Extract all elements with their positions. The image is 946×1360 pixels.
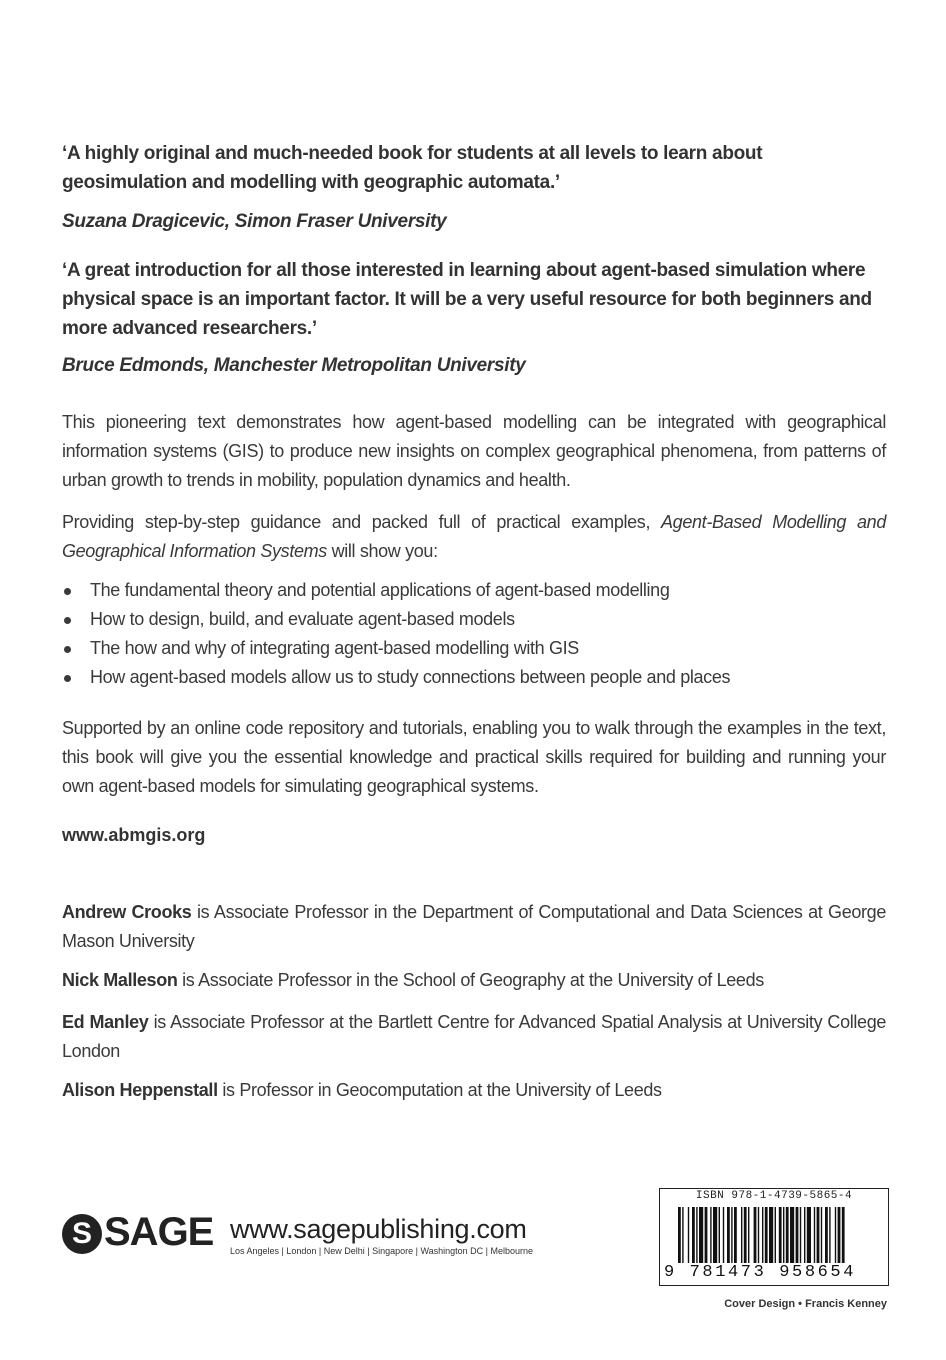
barcode-bar xyxy=(821,1207,822,1263)
barcode-bar xyxy=(786,1207,789,1263)
barcode-bar xyxy=(758,1207,759,1263)
author-description: is Associate Professor in the School of Geography at the University of Leeds xyxy=(177,970,764,990)
publisher-logo xyxy=(62,1212,532,1262)
barcode-bar xyxy=(825,1207,828,1263)
review-attribution-2: Bruce Edmonds, Manchester Metropolitan University xyxy=(62,355,526,376)
paragraph-2-end: will show you: xyxy=(326,541,438,561)
author-bio xyxy=(62,1076,886,1105)
bullet-icon xyxy=(64,675,71,682)
list-item xyxy=(62,605,886,634)
barcode-bar xyxy=(790,1207,794,1263)
barcode-bar xyxy=(817,1207,820,1263)
barcode-bar xyxy=(754,1207,757,1263)
sage-logo-icon: S xyxy=(62,1214,102,1254)
barcode-bar xyxy=(748,1207,749,1263)
bullet-icon xyxy=(64,617,71,624)
author-description: is Associate Professor at the Bartlett Centre for Advanced Spatial Analysis at University College London xyxy=(62,1012,887,1061)
author-name: Andrew Crooks xyxy=(62,902,192,922)
review-quote-2: ‘A great introduction for all those interested in learning about agent-based simulation where physical space is an important factor. It will be a very useful resource for both beginners and more advanced researchers.’ xyxy=(62,260,872,339)
review-quote-1: ‘A highly original and much-needed book for students at all levels to learn about geosimulation and modelling with geographic automata.’ xyxy=(62,143,763,193)
barcode-bar xyxy=(682,1207,683,1263)
description-paragraph-3: Supported by an online code repository and tutorials, enabling you to walk through the examples in the text, this book will give you the essential knowledge and practical skills required for building and running your own agent-based models for simulating geographical systems. xyxy=(62,718,886,796)
isbn-label: ISBN 978-1-4739-5865-4 xyxy=(695,1190,853,1202)
publisher-name: SAGE xyxy=(104,1210,214,1254)
barcode-bar xyxy=(705,1207,708,1263)
barcode-bar xyxy=(829,1207,830,1263)
barcode-bar xyxy=(744,1207,747,1263)
barcode-bar xyxy=(678,1207,681,1263)
barcode-bar xyxy=(762,1207,763,1263)
website-link[interactable]: www.abmgis.org xyxy=(62,825,206,845)
barcode-bar xyxy=(727,1207,730,1263)
barcode-bar xyxy=(741,1207,742,1263)
barcode-bar xyxy=(842,1207,845,1263)
author-bio xyxy=(62,898,886,956)
barcode-bar xyxy=(688,1207,689,1263)
book-title: Agent-Based Modelling and Geographical Information Systems xyxy=(62,512,887,561)
barcode-bar xyxy=(775,1207,776,1263)
list-item-text: The fundamental theory and potential applications of agent-based modelling xyxy=(90,580,670,600)
list-item xyxy=(62,634,886,663)
review-attribution-1: Suzana Dragicevic, Simon Fraser University xyxy=(62,211,447,232)
barcode-bar xyxy=(734,1207,737,1263)
barcode-bar xyxy=(779,1207,782,1263)
list-item-text: How agent-based models allow us to study connections between people and places xyxy=(90,667,731,687)
barcode-bar xyxy=(769,1207,773,1263)
barcode-bar xyxy=(710,1207,711,1263)
list-item-text: The how and why of integrating agent-based modelling with GIS xyxy=(90,638,579,658)
barcode-bar xyxy=(804,1207,805,1263)
author-name: Nick Malleson xyxy=(62,970,178,990)
list-item xyxy=(62,576,886,605)
list-item-text: How to design, build, and evaluate agent-based models xyxy=(90,609,515,629)
author-name: Ed Manley xyxy=(62,1012,149,1032)
barcode-bar xyxy=(838,1207,841,1263)
bullet-icon xyxy=(64,646,71,653)
list-item xyxy=(62,663,886,692)
barcode-bar xyxy=(765,1207,768,1263)
barcode-bar xyxy=(713,1207,717,1263)
barcode-bar xyxy=(719,1207,720,1263)
cover-design-credit: Cover Design • Francis Kenney xyxy=(724,1298,887,1310)
publisher-url[interactable]: www.sagepublishing.com xyxy=(230,1214,527,1244)
isbn-barcode xyxy=(659,1188,889,1286)
barcode-bar xyxy=(699,1207,703,1263)
publisher-cities: Los Angeles | London | New Delhi | Singapore | Washington DC | Melbourne xyxy=(230,1246,534,1256)
barcode-bar xyxy=(731,1207,732,1263)
barcode-bar xyxy=(692,1207,695,1263)
description-paragraph-2 xyxy=(62,508,886,566)
author-bio xyxy=(62,966,886,995)
bullet-icon xyxy=(64,588,71,595)
barcode-bar xyxy=(835,1207,836,1263)
author-description: is Associate Professor in the Department of Computational and Data Sciences at George Mason University xyxy=(62,902,886,951)
barcode-bar xyxy=(723,1207,724,1263)
barcode-bar xyxy=(696,1207,697,1263)
barcode-bar xyxy=(800,1207,801,1263)
author-description: is Professor in Geocomputation at the University of Leeds xyxy=(217,1080,662,1100)
barcode-bar xyxy=(783,1207,784,1263)
paragraph-2-intro: Providing step-by-step guidance and packed full of practical examples, xyxy=(62,512,662,532)
barcode-digits: 9 781473 958654 xyxy=(664,1263,857,1282)
author-bio xyxy=(62,1008,886,1066)
barcode-bar xyxy=(807,1207,811,1263)
barcode-bar xyxy=(814,1207,815,1263)
description-paragraph-1: This pioneering text demonstrates how agent-based modelling can be integrated with geographical information systems (GIS) to produce new insights on complex geographical phenomena, from patterns of urban growth to trends in mobility, population dynamics and health. xyxy=(62,412,886,490)
feature-list xyxy=(62,576,886,692)
author-name: Alison Heppenstall xyxy=(62,1080,218,1100)
barcode-bar xyxy=(796,1207,799,1263)
